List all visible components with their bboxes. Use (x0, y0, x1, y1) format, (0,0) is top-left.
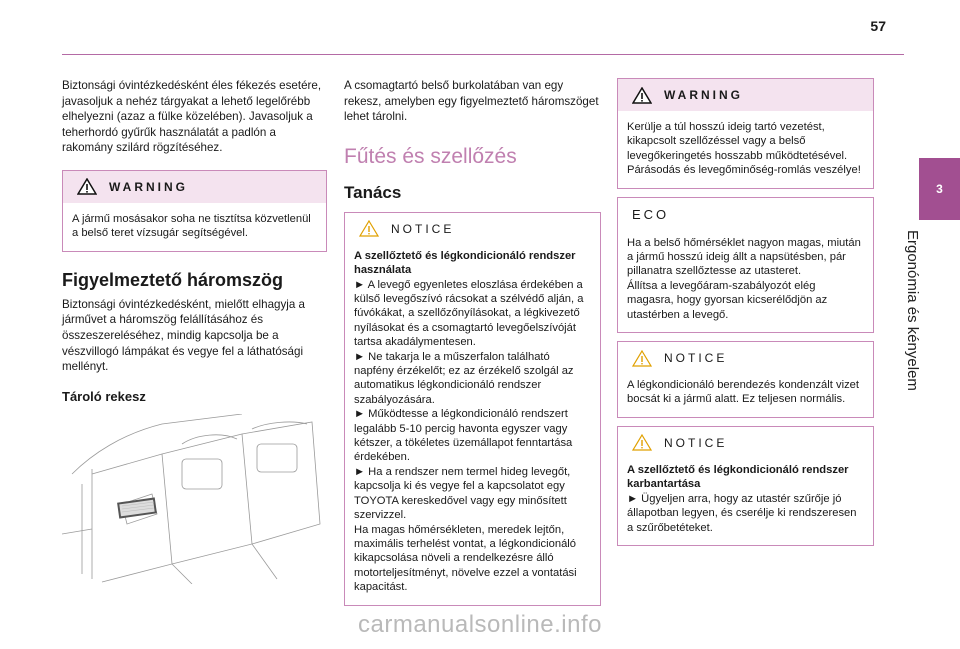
col1-intro: Biztonsági óvintézkedésként éles fékezés esetére, javasoljuk a nehéz tárgyakat a lehető legelőrébb elhelyezni (azaz a fülke közelében). Javasoljuk a teherhordó gyűrűk használatát a padlón a rakomány szilárd rögzítéséhez. (62, 79, 322, 155)
warning-icon (77, 178, 97, 195)
heading-triangle: Figyelmeztető háromszög (62, 269, 284, 290)
notice-header (618, 427, 873, 459)
warning-box-1 (62, 170, 327, 252)
notice-header (345, 213, 600, 245)
notice-line: ► Ne takarja le a műszerfalon található napfény érzékelőt; ez az érzékelő szolgál az automatikus légkondicionáló rendszer szabályozására. (354, 350, 574, 406)
subtitle-advice: Tanács (344, 182, 402, 202)
chapter-title-vertical (905, 230, 927, 430)
warning-text: Kerülje a túl hosszú ideig tartó vezetést, kikapcsolt szellőzéssel vagy a belső levegőkeringetés hosszabb működtetésével. Párásodás és levegőminőség-romlás veszélye! (627, 121, 861, 177)
notice-body (345, 245, 600, 605)
notice-text: A légkondicionáló berendezés kondenzált vizet bocsát ki a jármű alatt. Ez teljesen normális. (627, 379, 859, 406)
warning-header (618, 79, 873, 111)
notice-title: A szellőztető és légkondicionáló rendszer használata (354, 249, 576, 277)
notice-line: ► Működtesse a légkondicionáló rendszert legalább 5-10 percig havonta egyszer vagy kétszer, a tökéletes üzemállapot fenntartása érdekében. (354, 408, 573, 464)
notice-line: Ha magas hőmérsékleten, meredek lejtőn, maximális terhelést vontat, a légkondicionáló kikapcsolása növeli a rendelkezésre álló motorteljesítményt, növelve ezzel a vontatási kapacitást. (354, 523, 577, 594)
notice-header (618, 342, 873, 374)
notice-icon (632, 434, 652, 451)
warning-box-2 (617, 78, 874, 189)
eco-text: Állítsa a levegőáram-szabályozót elég magasra, hogy gyorsan kicserélődjön az utastérben a levegő. (627, 279, 828, 321)
chapter-tab[interactable] (919, 158, 960, 220)
subheading-storage: Tároló rekesz (62, 388, 146, 404)
eco-label: ECO (632, 207, 670, 223)
notice-title: A szellőztető és légkondicionáló rendszer karbantartása (627, 463, 849, 491)
eco-body (618, 232, 873, 332)
column-2 (344, 78, 601, 606)
notice-line: ► Ha a rendszer nem termel hideg levegőt, kapcsolja ki és vegye fel a kapcsolatot egy TOYOTA kereskedővel vagy egy minősített szervizzel. (354, 465, 571, 522)
notice-box-3 (617, 426, 874, 546)
eco-box (617, 197, 874, 333)
notice-body (618, 459, 873, 545)
page-number: 57 (870, 18, 886, 34)
notice-box-1 (344, 212, 601, 606)
warning-label: WARNING (109, 179, 188, 194)
notice-box-2 (617, 341, 874, 418)
warning-label: WARNING (664, 88, 743, 102)
column-1 (62, 78, 327, 404)
warning-header (63, 171, 326, 203)
warning-icon (632, 87, 652, 104)
notice-label: NOTICE (664, 435, 728, 450)
watermark: carmanualsonline.info (358, 611, 602, 638)
section-title-heating: Fűtés és szellőzés (344, 144, 517, 168)
column-3 (617, 78, 874, 546)
notice-line: ► A levegő egyenletes eloszlása érdekében a külső levegőszívó rácsokat a szélvédő alján, a fúvókákat, a szellőzőnyílásokat, a légkivezető nyílásokat és a csomagtartó levegőelszívóját tartsa akadálymentesen. (354, 278, 584, 349)
top-rule (62, 54, 904, 55)
notice-label: NOTICE (391, 221, 455, 236)
notice-icon (632, 350, 652, 367)
notice-icon (359, 220, 379, 237)
chapter-number: 3 (936, 182, 943, 196)
eco-text: Ha a belső hőmérséklet nagyon magas, miután a jármű hosszú ideig állt a napsütésben, pár pillanatra szellőztesse az utasteret. (627, 236, 861, 278)
triangle-text: Biztonsági óvintézkedésként, mielőtt elhagyja a járművet a háromszög felállításához és összeszereléséhez, mindig kapcsolja be a vészvillogó lámpákat és vegye fel a láthatósági mellényt. (62, 297, 305, 374)
notice-label: NOTICE (664, 351, 728, 366)
trunk-storage-illustration (62, 414, 327, 584)
notice-text: ► Ügyeljen arra, hogy az utastér szűrője jó állapotban legyen, és cserélje ki rendszeresen a szűrőbetéteket. (627, 492, 857, 534)
warning-text: A jármű mosásakor soha ne tisztítsa közvetlenül a belső teret vízsugár segítségével. (72, 212, 311, 240)
chapter-title: Ergonómia és kényelem (904, 230, 921, 391)
col2-intro: A csomagtartó belső burkolatában van egy rekesz, amelyben egy figyelmeztető háromszöget lehet tárolni. (344, 79, 599, 124)
